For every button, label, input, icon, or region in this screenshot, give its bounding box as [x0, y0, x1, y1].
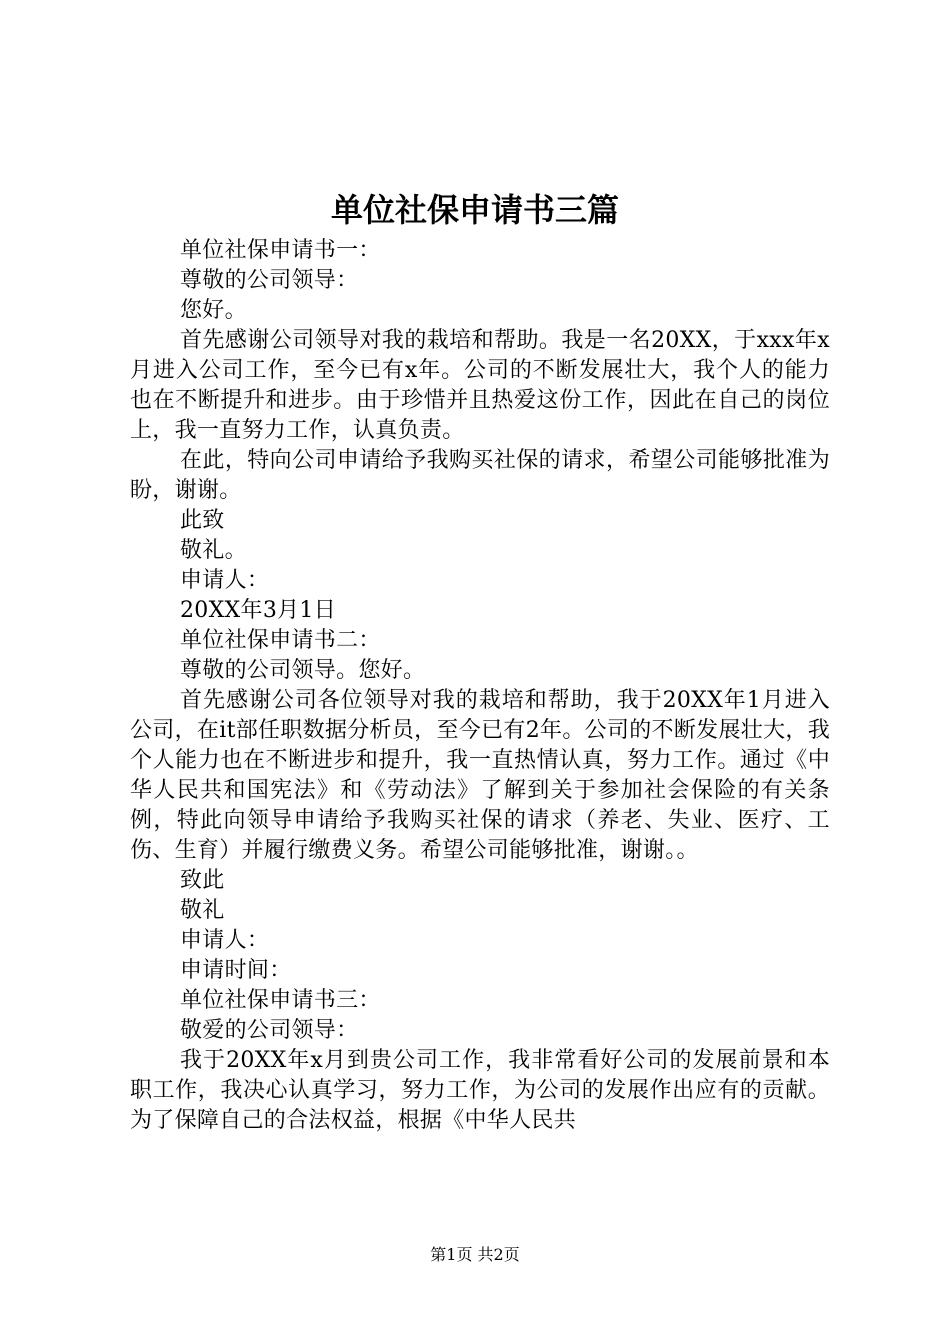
section-three-heading: 单位社保申请书三： [180, 988, 381, 1013]
regards-one: 敬礼。 [180, 538, 247, 563]
salutation-two: 尊敬的公司领导。您好。 [180, 658, 426, 683]
page-footer: 第1页 共2页 [430, 1245, 520, 1264]
body-paragraph-two: 首先感谢公司各位领导对我的栽培和帮助，我于20XX年1月进入公司，在it部任职数据分析员，至今已有2年。公司的不断发展壮大，我个人能力也在不断进步和提升，我一直热情认真，努力工作。通过《中华人民共和国宪法》和《劳动法》了解到关于参加社会保险的有关条例，特此向领导申请给予我购买社保的请求（养老、失业、医疗、工伤、生育）并履行缴费义务。希望公司能够批准，谢谢。。 [130, 688, 830, 863]
applicant-two: 申请人： [180, 928, 270, 953]
page-title: 单位社保申请书三篇 [330, 191, 619, 229]
application-time-two: 申请时间： [180, 958, 292, 983]
body-paragraph-three: 我于20XX年x月到贵公司工作，我非常看好公司的发展前景和本职工作，我决心认真学习，努力工作，为公司的发展作出应有的贡献。为了保障自己的合法权益，根据《中华人民共 [130, 1048, 830, 1133]
regards-two: 敬礼 [180, 898, 225, 923]
request-paragraph-one: 在此，特向公司申请给予我购买社保的请求，希望公司能够批准为盼，谢谢。 [130, 448, 830, 503]
closing-one: 此致 [180, 508, 225, 533]
applicant-one: 申请人： [180, 568, 270, 593]
salutation-three: 敬爱的公司领导： [180, 1018, 359, 1043]
section-two-heading: 单位社保申请书二： [180, 628, 381, 653]
salutation-one: 尊敬的公司领导： [180, 268, 359, 293]
closing-two: 致此 [180, 868, 225, 893]
section-one-heading: 单位社保申请书一： [180, 238, 381, 263]
date-one: 20XX年3月1日 [180, 598, 337, 623]
body-paragraph-one: 首先感谢公司领导对我的栽培和帮助。我是一名20XX，于xxx年x月进入公司工作，至今已有x年。公司的不断发展壮大，我个人的能力也在不断提升和进步。由于珍惜并且热爱这份工作，因此在自己的岗位上，我一直努力工作，认真负责。 [130, 328, 830, 443]
document-body [130, 236, 830, 1136]
greeting-one: 您好。 [180, 298, 247, 323]
